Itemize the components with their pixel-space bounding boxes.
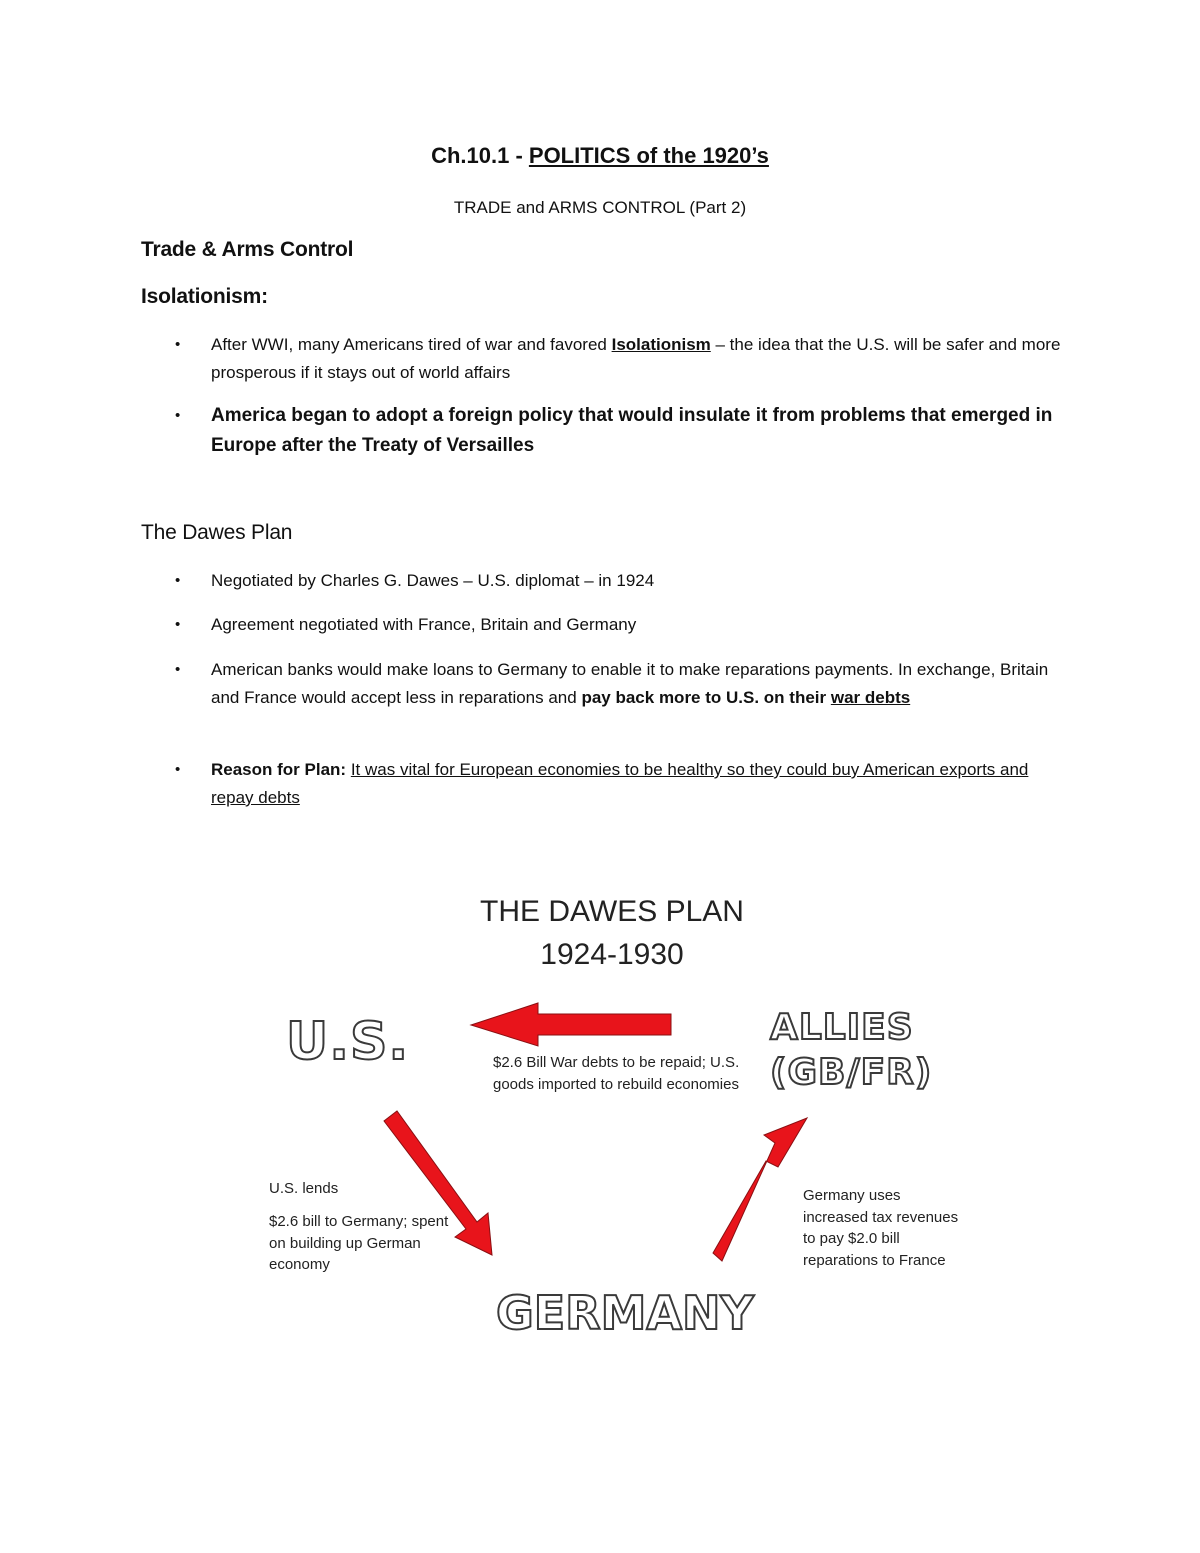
bullet-icon: • bbox=[175, 407, 181, 424]
page-title bbox=[0, 143, 1200, 169]
heading-trade-arms: Trade & Arms Control bbox=[141, 238, 354, 261]
list-item-text: Negotiated by Charles G. Dawes – U.S. diplomat – in 1924 bbox=[211, 571, 655, 590]
bullet-text: America began to adopt a foreign policy that would insulate it from problems that emerged in Europe after the Treaty of Versailles bbox=[211, 405, 1053, 456]
list-item-text bbox=[211, 656, 1061, 712]
us-label: U.S. bbox=[286, 1012, 410, 1072]
top-arrow-caption: $2.6 Bill War debts to be repaid; U.S. goods imported to rebuild economies bbox=[493, 1054, 740, 1093]
bullet-bold-text: pay back more to U.S. on their bbox=[581, 688, 831, 707]
list-item-text: Agreement negotiated with France, Britain and Germany bbox=[211, 615, 637, 634]
diagram-title bbox=[412, 890, 812, 976]
bullet-icon: • bbox=[175, 661, 181, 678]
reason-label: Reason for Plan: bbox=[211, 760, 347, 779]
reason-text: It was vital for European economies to be healthy so they could buy American exports and repay debts bbox=[211, 760, 1029, 807]
arrow-germany-to-allies bbox=[713, 1118, 807, 1261]
heading-dawes-plan: The Dawes Plan bbox=[141, 521, 293, 544]
bullet-text: American banks would make loans to Germany to enable it to make reparations payments. In exchange, Britain and France would accept less in reparations and bbox=[211, 660, 1049, 707]
list-item-text bbox=[211, 401, 1061, 461]
title-prefix: Ch.10.1 - bbox=[431, 143, 529, 168]
bullet-icon: • bbox=[175, 572, 181, 589]
bullet-text: – the idea that the U.S. will be safer and more prosperous if it stays out of world affairs bbox=[211, 335, 1061, 382]
bullet-icon: • bbox=[175, 761, 181, 778]
isolationism-term: Isolationism bbox=[611, 335, 711, 354]
diagram-title-line2: 1924-1930 bbox=[540, 938, 684, 971]
diagram-title-line1: THE DAWES PLAN bbox=[480, 895, 744, 928]
title-main: POLITICS of the 1920’s bbox=[528, 143, 769, 168]
war-debts-term: war debts bbox=[830, 688, 911, 707]
allies-label-line1: ALLIES bbox=[770, 1007, 914, 1048]
bullet-icon: • bbox=[175, 336, 181, 353]
right-arrow-caption: Germany uses increased tax revenues to pay $2.0 bill reparations to France bbox=[803, 1187, 959, 1269]
bullet-text: After WWI, many Americans tired of war and favored bbox=[211, 335, 612, 354]
bullet-icon: • bbox=[175, 616, 181, 633]
allies-label bbox=[770, 1005, 933, 1095]
list-item-text bbox=[211, 756, 1061, 812]
left-arrow-caption-1: U.S. lends bbox=[269, 1180, 339, 1197]
arrow-allies-to-us bbox=[471, 1003, 671, 1046]
list-item-text bbox=[211, 331, 1061, 387]
dawes-plan-diagram bbox=[0, 880, 1200, 1380]
left-arrow-caption-2: $2.6 bill to Germany; spent on building up German economy bbox=[269, 1213, 449, 1273]
germany-label: GERMANY bbox=[496, 1286, 754, 1340]
heading-isolationism: Isolationism: bbox=[141, 285, 268, 308]
page-subtitle: TRADE and ARMS CONTROL (Part 2) bbox=[453, 198, 747, 217]
allies-label-line2: (GB/FR) bbox=[770, 1052, 933, 1093]
